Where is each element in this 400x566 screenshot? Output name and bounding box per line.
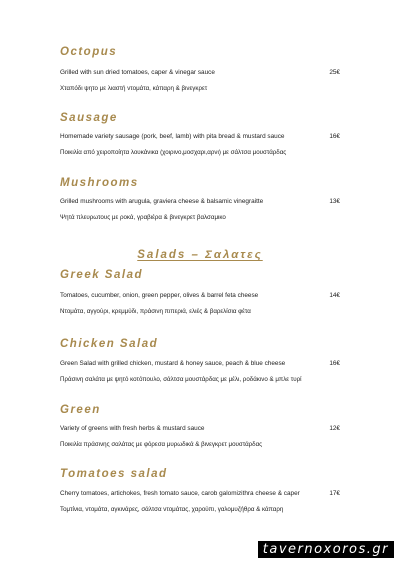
item-description-en: Tomatoes, cucumber, onion, green pepper, olives & barrel feta cheese — [60, 292, 259, 299]
item-title: Sausage — [60, 112, 118, 124]
item-price: 17€ — [329, 490, 340, 497]
item-title: Chicken Salad — [60, 338, 159, 350]
item-price: 16€ — [329, 360, 340, 367]
site-watermark: tavernoxoros.gr — [258, 541, 394, 558]
item-description-en: Variety of greens with fresh herbs & mustard sauce — [60, 425, 205, 432]
item-price: 13€ — [329, 198, 340, 205]
item-title: Green — [60, 404, 101, 416]
item-price: 25€ — [329, 69, 340, 76]
item-price: 16€ — [329, 133, 340, 140]
item-description-gr: Πράσινη σαλάτα με ψητό κοτόπουλο, σάλτσα μουστάρδας με μέλι, ροδάκινο & μπλε τυρί — [60, 376, 302, 383]
section-heading-salads: Salads – Σαλατες — [137, 249, 263, 261]
item-description-gr: Χταπόδι ψητο με λιαστή ντομάτα, κάπαρη & βινεγκρετ — [60, 85, 208, 92]
item-description-gr: Ποικιλία από χειροποίητα λουκάνικα (χοιρινο,μοσχαρι,αρνι) με σάλτσα μουστάρδας — [60, 149, 287, 156]
item-description-gr: Τομτίνια, ντομάτα, αγκινάρες, σάλτσα ντομάτας, χαρούπι, γαλομυζήθρα & κάπαρη — [60, 506, 284, 513]
item-title: Mushrooms — [60, 177, 139, 189]
item-description-en: Grilled with sun dried tomatoes, caper & vinegar sauce — [60, 69, 215, 76]
item-title: Tomatoes salad — [60, 468, 168, 480]
item-price: 12€ — [329, 425, 340, 432]
item-description-en: Cherry tomatoes, artichokes, fresh tomato sauce, carob galomizithra cheese & caper — [60, 490, 300, 497]
item-description-gr: Ποικιλία πράσινης σαλάτας με φόρεσα μυρωδικά & βινεγκρετ μουστάρδας — [60, 441, 263, 448]
item-title: Octopus — [60, 46, 118, 58]
item-description-en: Homemade variety sausage (pork, beef, lamb) with pita bread & mustard sauce — [60, 133, 285, 140]
item-description-gr: Ντομάτα, αγγούρι, κρεμμύδι, πράσινη πιπεριά, ελιές & βαρελίσια φέτα — [60, 308, 251, 315]
item-description-en: Green Salad with grilled chicken, mustard & honey sauce, peach & blue cheese — [60, 360, 286, 367]
item-description-gr: Ψητά πλευρωτους με ροκά, γραβιέρα & βινεγκρετ βαλσαμικο — [60, 214, 226, 221]
item-title: Greek Salad — [60, 269, 143, 281]
item-description-en: Grilled mushrooms with arugula, graviera cheese & balsamic vinegraitte — [60, 198, 264, 205]
item-price: 14€ — [329, 292, 340, 299]
